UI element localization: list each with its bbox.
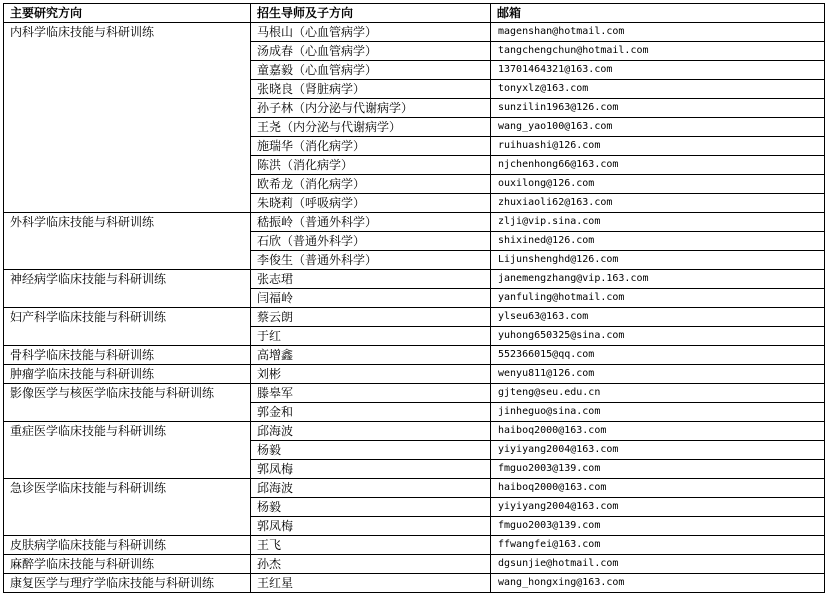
advisor-cell: 滕皋军 bbox=[251, 384, 491, 403]
email-cell: tonyxlz@163.com bbox=[491, 80, 825, 99]
email-cell: yuhong650325@sina.com bbox=[491, 327, 825, 346]
email-cell: fmguo2003@139.com bbox=[491, 460, 825, 479]
research-direction-cell: 骨科学临床技能与科研训练 bbox=[4, 346, 251, 365]
advisor-cell: 孙子林（内分泌与代谢病学） bbox=[251, 99, 491, 118]
table-row bbox=[4, 23, 825, 42]
advisor-cell: 于红 bbox=[251, 327, 491, 346]
table-row bbox=[4, 479, 825, 498]
advisor-cell: 欧希龙（消化病学） bbox=[251, 175, 491, 194]
table-row bbox=[4, 270, 825, 289]
research-direction-cell: 肿瘤学临床技能与科研训练 bbox=[4, 365, 251, 384]
email-cell: wang_hongxing@163.com bbox=[491, 574, 825, 593]
email-cell: yiyiyang2004@163.com bbox=[491, 441, 825, 460]
advisor-cell: 施瑞华（消化病学） bbox=[251, 137, 491, 156]
advisor-cell: 杨毅 bbox=[251, 498, 491, 517]
table-row bbox=[4, 536, 825, 555]
table-row bbox=[4, 308, 825, 327]
email-cell: tangchengchun@hotmail.com bbox=[491, 42, 825, 61]
email-cell: yiyiyang2004@163.com bbox=[491, 498, 825, 517]
research-direction-cell: 麻醉学临床技能与科研训练 bbox=[4, 555, 251, 574]
email-cell: haiboq2000@163.com bbox=[491, 479, 825, 498]
research-direction-cell: 急诊医学临床技能与科研训练 bbox=[4, 479, 251, 536]
email-cell: ouxilong@126.com bbox=[491, 175, 825, 194]
table-row bbox=[4, 213, 825, 232]
table-row bbox=[4, 422, 825, 441]
advisor-cell: 邱海波 bbox=[251, 422, 491, 441]
email-cell: dgsunjie@hotmail.com bbox=[491, 555, 825, 574]
email-cell: 13701464321@163.com bbox=[491, 61, 825, 80]
research-direction-cell: 影像医学与核医学临床技能与科研训练 bbox=[4, 384, 251, 422]
email-cell: jinheguo@sina.com bbox=[491, 403, 825, 422]
advisor-cell: 邱海波 bbox=[251, 479, 491, 498]
email-cell: 552366015@qq.com bbox=[491, 346, 825, 365]
table-row bbox=[4, 555, 825, 574]
email-cell: fmguo2003@139.com bbox=[491, 517, 825, 536]
header-direction: 主要研究方向 bbox=[4, 4, 251, 23]
advisor-cell: 郭金和 bbox=[251, 403, 491, 422]
advisor-cell: 郭凤梅 bbox=[251, 460, 491, 479]
table-row bbox=[4, 384, 825, 403]
advisor-cell: 石欣（普通外科学） bbox=[251, 232, 491, 251]
advisor-cell: 郭凤梅 bbox=[251, 517, 491, 536]
advisor-cell: 张晓良（肾脏病学） bbox=[251, 80, 491, 99]
research-direction-cell: 康复医学与理疗学临床技能与科研训练 bbox=[4, 574, 251, 593]
advisor-cell: 王飞 bbox=[251, 536, 491, 555]
advisor-cell: 童嘉毅（心血管病学） bbox=[251, 61, 491, 80]
email-cell: shixined@126.com bbox=[491, 232, 825, 251]
email-cell: wenyu811@126.com bbox=[491, 365, 825, 384]
table-row bbox=[4, 346, 825, 365]
research-direction-cell: 神经病学临床技能与科研训练 bbox=[4, 270, 251, 308]
table-row bbox=[4, 574, 825, 593]
email-cell: ruihuashi@126.com bbox=[491, 137, 825, 156]
advisor-cell: 张志珺 bbox=[251, 270, 491, 289]
table-row bbox=[4, 365, 825, 384]
email-cell: zlji@vip.sina.com bbox=[491, 213, 825, 232]
email-cell: haiboq2000@163.com bbox=[491, 422, 825, 441]
email-cell: gjteng@seu.edu.cn bbox=[491, 384, 825, 403]
advisor-cell: 闫福岭 bbox=[251, 289, 491, 308]
advisor-cell: 王红星 bbox=[251, 574, 491, 593]
advisor-cell: 高增鑫 bbox=[251, 346, 491, 365]
advisor-cell: 王尧（内分泌与代谢病学） bbox=[251, 118, 491, 137]
advisor-cell: 朱晓莉（呼吸病学） bbox=[251, 194, 491, 213]
email-cell: ylseu63@163.com bbox=[491, 308, 825, 327]
email-cell: sunzilin1963@126.com bbox=[491, 99, 825, 118]
email-cell: magenshan@hotmail.com bbox=[491, 23, 825, 42]
email-cell: Lijunshenghd@126.com bbox=[491, 251, 825, 270]
research-direction-cell: 外科学临床技能与科研训练 bbox=[4, 213, 251, 270]
advisor-cell: 杨毅 bbox=[251, 441, 491, 460]
email-cell: yanfuling@hotmail.com bbox=[491, 289, 825, 308]
email-cell: zhuxiaoli62@163.com bbox=[491, 194, 825, 213]
research-direction-cell: 妇产科学临床技能与科研训练 bbox=[4, 308, 251, 346]
research-direction-cell: 重症医学临床技能与科研训练 bbox=[4, 422, 251, 479]
advisor-cell: 蔡云朗 bbox=[251, 308, 491, 327]
email-cell: njchenhong66@163.com bbox=[491, 156, 825, 175]
advisor-cell: 李俊生（普通外科学） bbox=[251, 251, 491, 270]
advisor-table bbox=[3, 3, 825, 593]
advisor-cell: 刘彬 bbox=[251, 365, 491, 384]
email-cell: wang_yao100@163.com bbox=[491, 118, 825, 137]
header-email: 邮箱 bbox=[491, 4, 825, 23]
research-direction-cell: 内科学临床技能与科研训练 bbox=[4, 23, 251, 213]
advisor-cell: 陈洪（消化病学） bbox=[251, 156, 491, 175]
advisor-cell: 马根山（心血管病学） bbox=[251, 23, 491, 42]
table-body bbox=[4, 23, 825, 593]
header-row bbox=[4, 4, 825, 23]
email-cell: janemengzhang@vip.163.com bbox=[491, 270, 825, 289]
advisor-cell: 嵇振岭（普通外科学） bbox=[251, 213, 491, 232]
advisor-cell: 汤成春（心血管病学） bbox=[251, 42, 491, 61]
email-cell: ffwangfei@163.com bbox=[491, 536, 825, 555]
advisor-cell: 孙杰 bbox=[251, 555, 491, 574]
header-advisor: 招生导师及子方向 bbox=[251, 4, 491, 23]
research-direction-cell: 皮肤病学临床技能与科研训练 bbox=[4, 536, 251, 555]
